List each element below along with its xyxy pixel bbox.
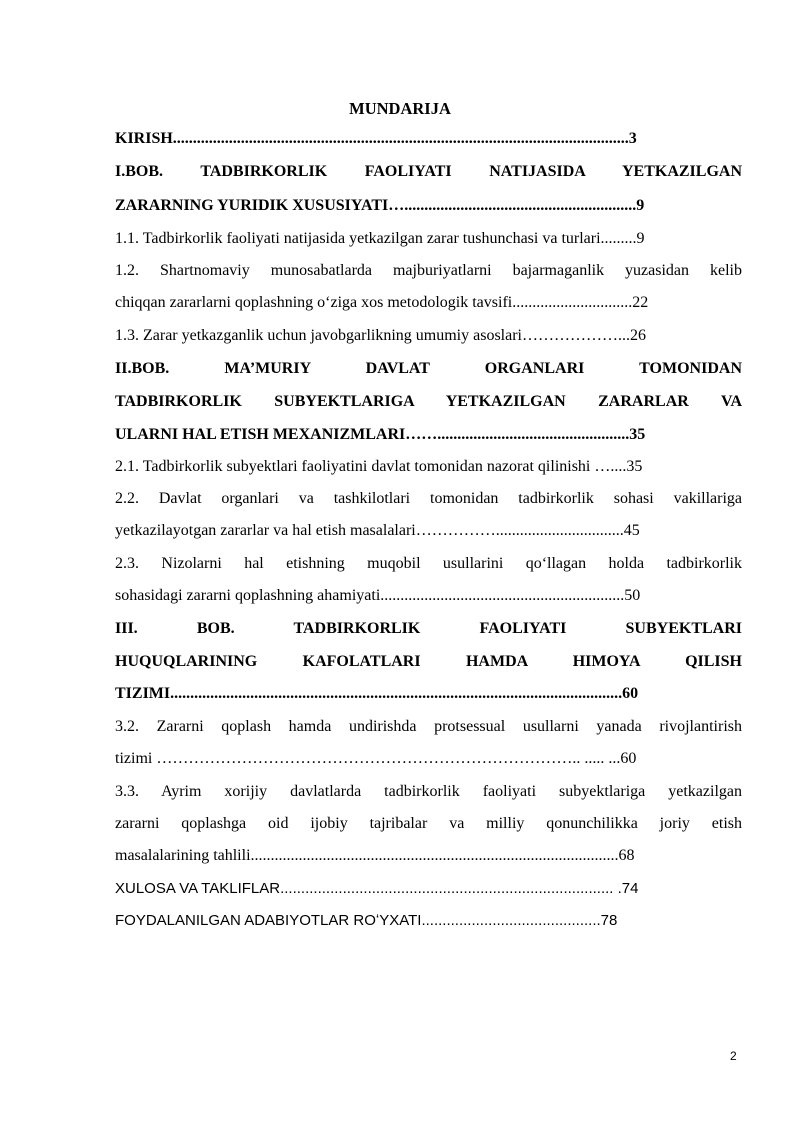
toc-entry-2-2-line-1: 2.2. Davlat organlari va tashkilotlari tomonidan tadbirkorlik sohasi vakillariga: [115, 490, 742, 507]
toc-chapter-2-line-3: ULARNI HAL ETISH MEXANIZMLARI……................................................35: [115, 426, 646, 443]
toc-entry-3-2-line-2: tizimi …………………………………………………………………….. ..... ...60: [115, 750, 637, 767]
toc-entry-1-1: 1.1. Tadbirkorlik faoliyati natijasida yetkazilgan zarar tushunchasi va turlari.........9: [115, 230, 645, 247]
toc-chapter-3-line-2: HUQUQLARINING KAFOLATLARI HAMDA HIMOYA QILISH: [115, 653, 742, 670]
toc-entry-xulosa: XULOSA VA TAKLIFLAR................................................................................ .74: [115, 880, 639, 897]
toc-chapter-2-line-1: II.BOB. MA’MURIY DAVLAT ORGANLARI TOMONIDAN: [115, 360, 742, 377]
toc-chapter-1-line-1: I.BOB. TADBIRKORLIK FAOLIYATI NATIJASIDA YETKAZILGAN: [115, 163, 742, 180]
toc-entry-3-2-line-1: 3.2. Zararni qoplash hamda undirishda protsessual usullarni yanada rivojlantirish: [115, 718, 742, 735]
toc-entry-3-3-line-3: masalalarining tahlili............................................................................................68: [115, 847, 635, 864]
toc-entry-2-2-line-2: yetkazilayotgan zararlar va hal etish masalalari……………................................45: [115, 522, 640, 539]
toc-entry-3-3-line-1: 3.3. Ayrim xorijiy davlatlarda tadbirkorlik faoliyati subyektlariga yetkazilgan: [115, 783, 742, 800]
toc-title: MUNDARIJA: [349, 99, 451, 118]
toc-entry-2-3-line-1: 2.3. Nizolarni hal etishning muqobil usullarini qoʻllagan holda tadbirkorlik: [115, 555, 742, 572]
toc-chapter-3-line-3: TIZIMI.................................................................................................................60: [115, 685, 639, 702]
toc-entry-1-2-line-1: 1.2. Shartnomaviy munosabatlarda majburiyatlarni bajarmaganlik yuzasidan kelib: [115, 262, 742, 279]
toc-entry-2-3-line-2: sohasidagi zararni qoplashning ahamiyati.............................................................50: [115, 587, 641, 604]
toc-chapter-1-line-2: ZARARNING YURIDIK XUSUSIYATI…..........................................................9: [115, 197, 645, 214]
toc-chapter-3-line-1: III. BOB. TADBIRKORLIK FAOLIYATI SUBYEKTLARI: [115, 620, 742, 637]
toc-entry-adabiyotlar: FOYDALANILGAN ADABIYOTLAR ROʻYXATI...........................................78: [115, 912, 618, 929]
toc-entry-1-2-line-2: chiqqan zararlarni qoplashning oʻziga xos metodologik tavsifi..............................22: [115, 294, 649, 311]
toc-entry-3-3-line-2: zararni qoplashga oid ijobiy tajribalar va milliy qonunchilikka joriy etish: [115, 815, 742, 832]
toc-entry-1-3: 1.3. Zarar yetkazganlik uchun javobgarlikning umumiy asoslari………………...26: [115, 327, 646, 344]
page-number: 2: [730, 1049, 737, 1063]
toc-chapter-2-line-2: TADBIRKORLIK SUBYEKTLARIGA YETKAZILGAN ZARARLAR VA: [115, 393, 742, 410]
toc-entry-kirish: KIRISH..................................................................................................................3: [115, 130, 637, 147]
toc-entry-2-1: 2.1. Tadbirkorlik subyektlari faoliyatini davlat tomonidan nazorat qilinishi …....35: [115, 458, 643, 475]
